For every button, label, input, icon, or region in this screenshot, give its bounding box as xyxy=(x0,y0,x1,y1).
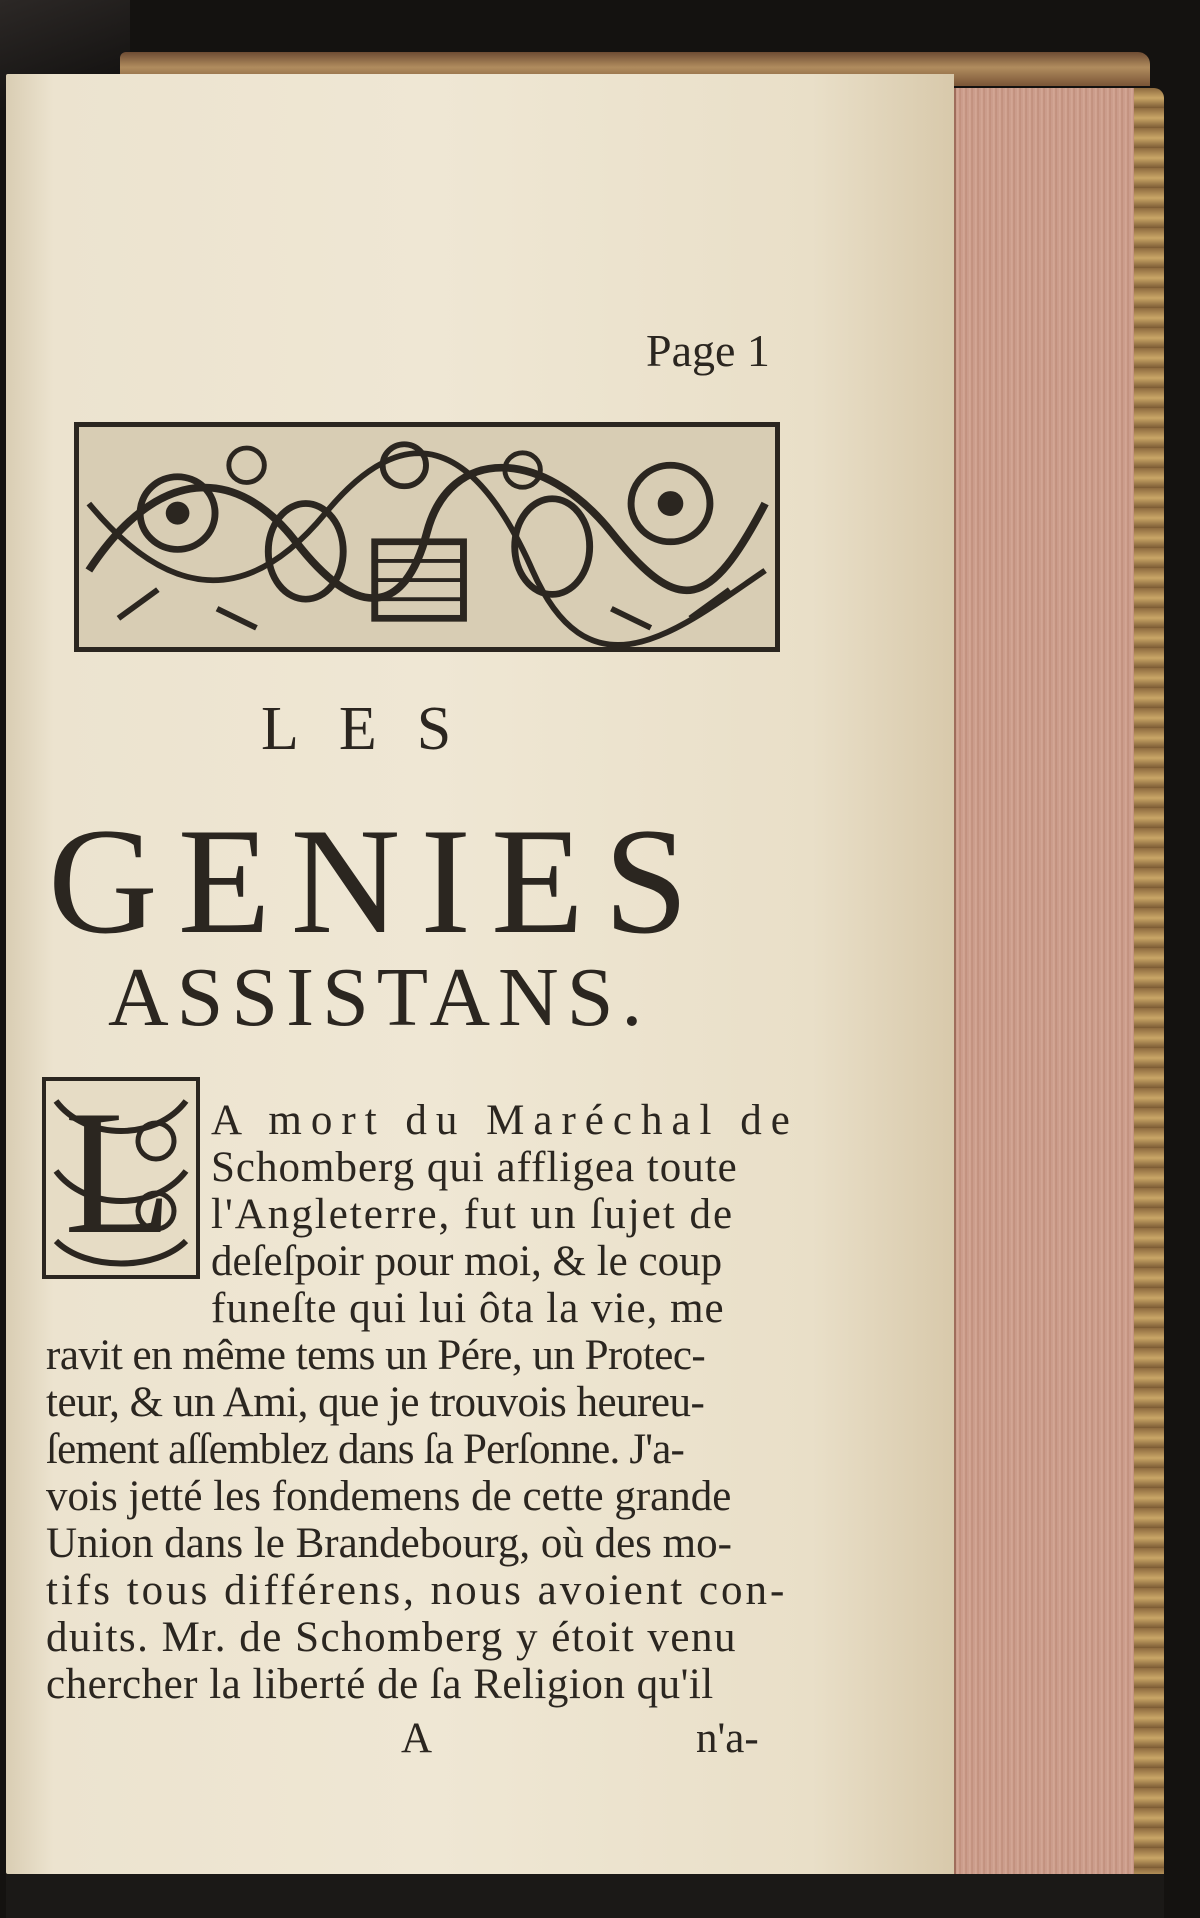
text-line: duits. Mr. de Schomberg y étoit venu xyxy=(46,1614,737,1661)
text-line: deſeſpoir pour moi, & le coup xyxy=(211,1238,723,1285)
text-line: ravit en même tems un Pére, un Protec- xyxy=(46,1332,706,1379)
text-line: chercher la liberté de ſa Religion qu'il xyxy=(46,1661,714,1708)
text-line: tifs tous différens, nous avoient con- xyxy=(46,1567,788,1614)
title-line-assistans: ASSISTANS. xyxy=(108,951,651,1044)
drop-cap-letter: L xyxy=(64,1073,173,1271)
catchword: n'a- xyxy=(696,1715,759,1762)
text-line: A mort du Maréchal de xyxy=(211,1097,799,1144)
text-line: vois jetté les fondemens de cette grande xyxy=(46,1473,732,1520)
title-line-les: LES xyxy=(261,695,492,763)
text-line: teur, & un Ami, que je trouvois heureu- xyxy=(46,1379,705,1426)
text-line: l'Angleterre, fut un ſujet de xyxy=(211,1191,735,1238)
floral-headpiece-ornament xyxy=(74,422,780,652)
text-line: funeſte qui lui ôta la vie, me xyxy=(211,1285,725,1332)
text-line: Schomberg qui affligea toute xyxy=(211,1144,738,1191)
book-cover-bottom xyxy=(6,1874,1164,1918)
page-block-edge xyxy=(954,88,1136,1878)
text-line: Union dans le Brandebourg, où des mo- xyxy=(46,1520,732,1567)
text-line: ſement aſſemblez dans ſa Perſonne. J'a- xyxy=(46,1426,685,1473)
decorated-drop-cap xyxy=(42,1073,200,1279)
book-cover-edge xyxy=(1134,88,1164,1888)
page-number: Page 1 xyxy=(646,325,770,376)
title-line-genies: GENIES xyxy=(48,797,709,965)
book-page xyxy=(6,74,954,1874)
signature-mark: A xyxy=(401,1715,433,1762)
